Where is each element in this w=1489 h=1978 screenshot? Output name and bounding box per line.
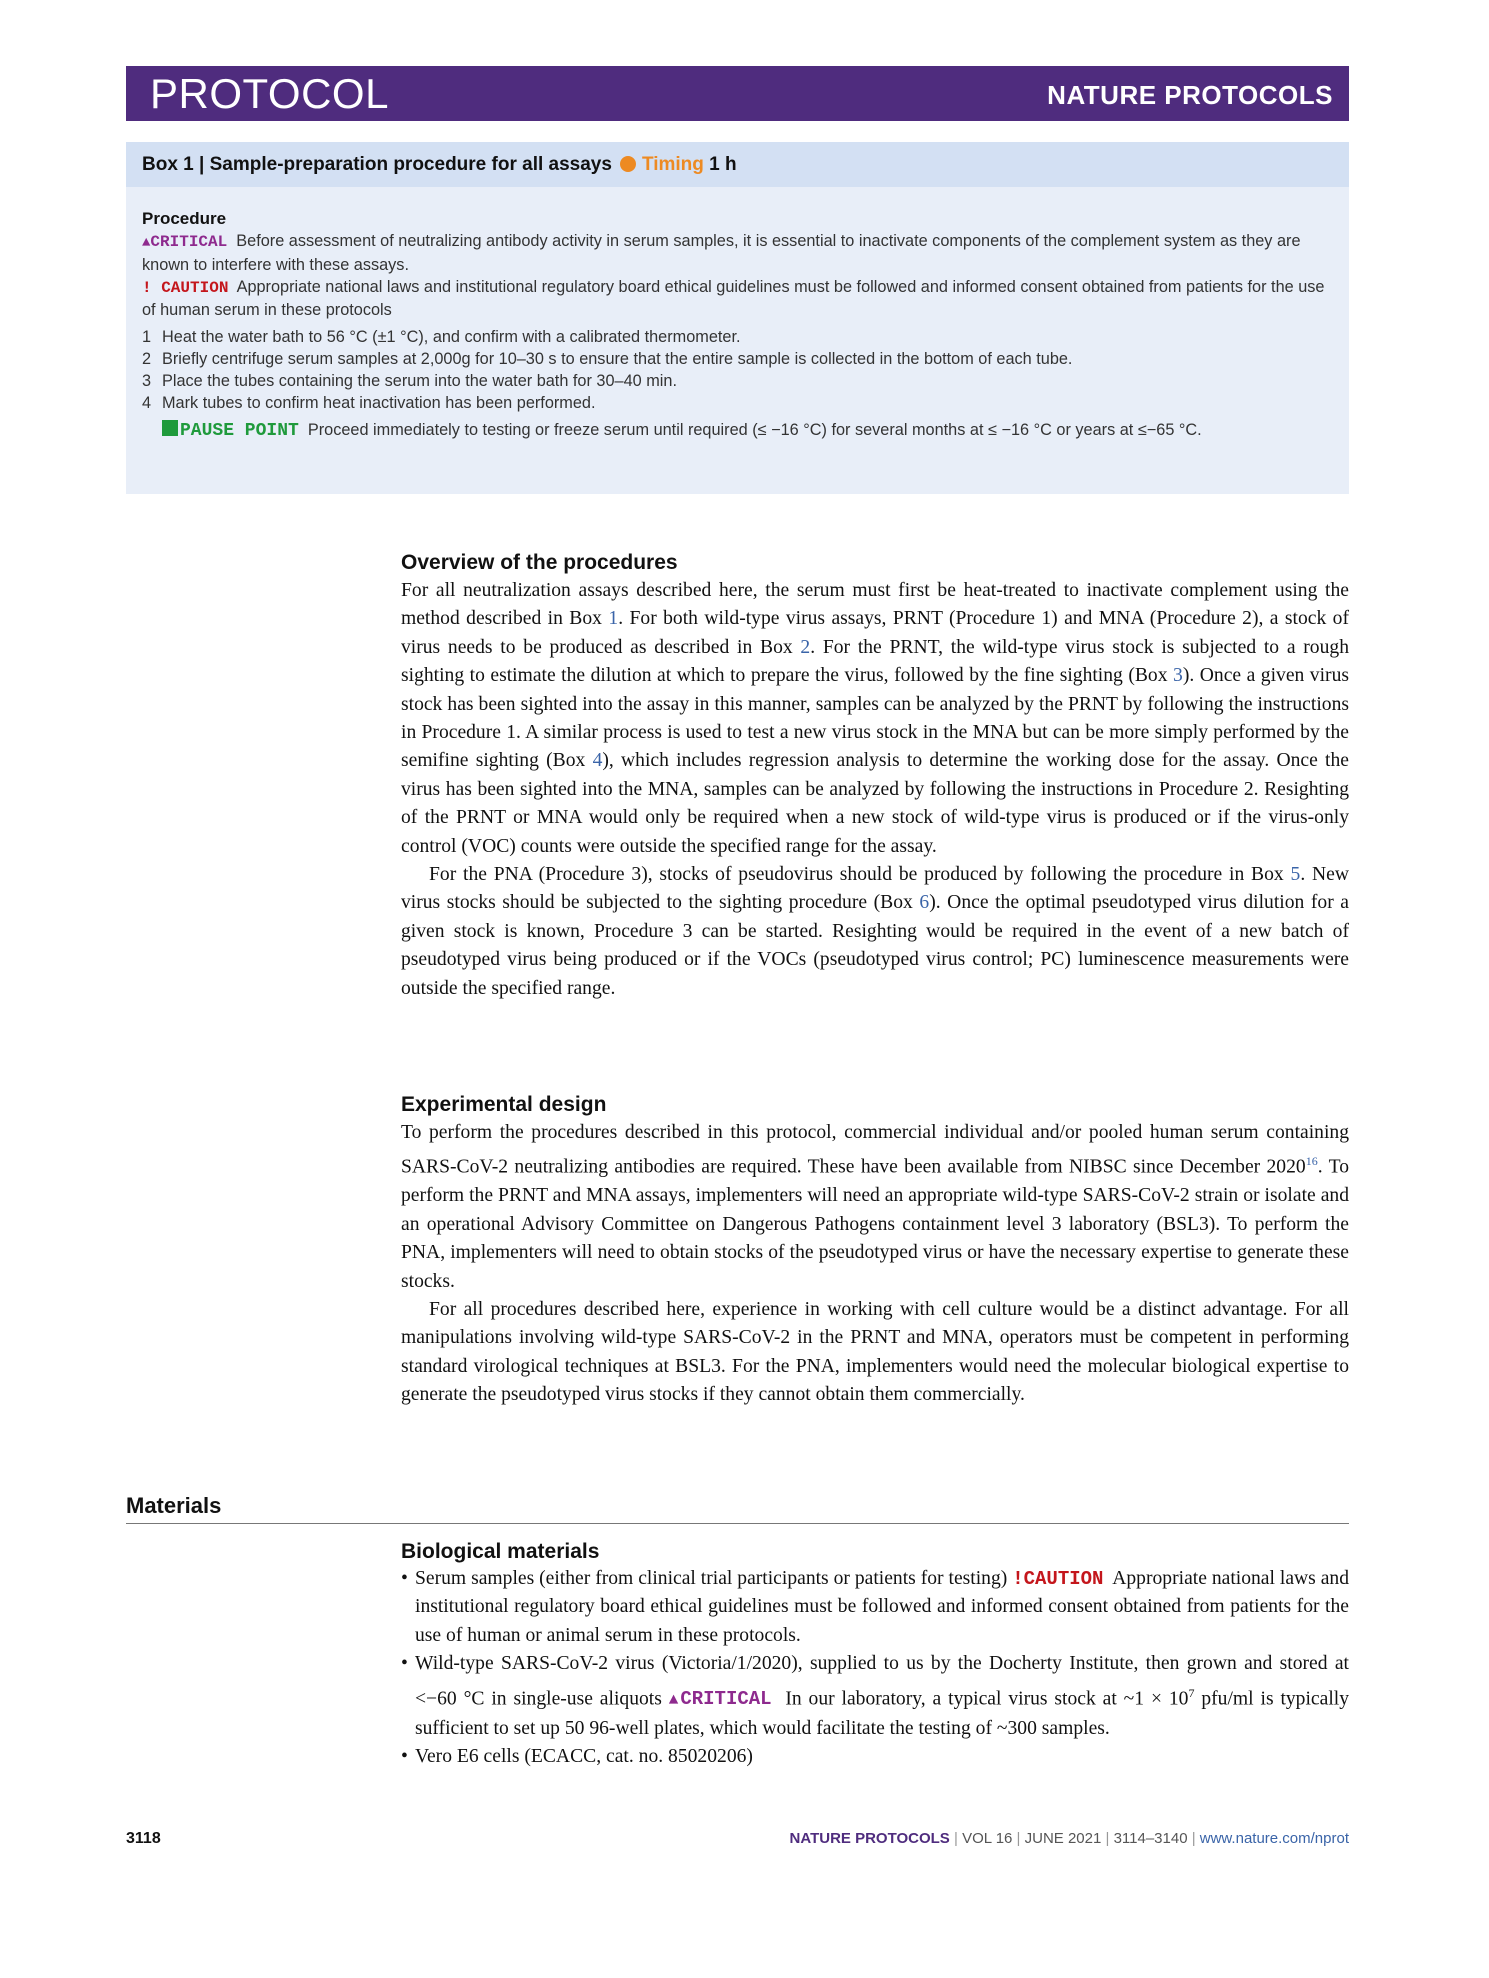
footer-journal: NATURE PROTOCOLS <box>789 1830 950 1847</box>
procedure-label: Procedure <box>142 209 227 228</box>
text-run: . For both wild-type virus assays, PRNT (Procedure 1) and MNA (Procedure 2), a stock of virus needs to be produced as described in Box <box>401 608 1349 658</box>
text-run: . For the PRNT, the wild-type virus stock is subjected to a rough sighting to estimate the dilution at which to prepare the virus, followed by the fine sighting (Box <box>401 636 1349 687</box>
box-1 <box>126 142 1349 494</box>
journal-title: NATURE PROTOCOLS <box>1047 80 1333 110</box>
procedure-step <box>142 348 1332 370</box>
exponent: 7 <box>1188 1685 1195 1700</box>
timing-value: 1 h <box>709 154 737 175</box>
footer-pages: 3114–3140 <box>1113 1830 1188 1847</box>
footer-date: JUNE 2021 <box>1024 1830 1102 1847</box>
text-run: ). Once the optimal pseudotyped virus dilution for a given stock is known, Procedure 3 can be started. Resighting would be required in the event of a new batch of pseudotyped virus being produced or if the VOCs (pseudotyped virus control; PC) luminescence measurements were outside the specified range. <box>401 892 1349 999</box>
critical-label: CRITICAL <box>680 1688 772 1711</box>
pause-text: Proceed immediately to testing or freeze serum until required (≤ −16 °C) for several months at ≤ −16 °C or years at ≤−65 °C. <box>307 421 1202 439</box>
overview-paragraph-1 <box>401 577 1349 861</box>
pause-square-icon <box>162 420 178 436</box>
procedure-step <box>142 370 1332 392</box>
critical-label: CRITICAL <box>150 233 228 251</box>
box-content <box>142 208 1332 442</box>
step-number: 2 <box>142 350 152 368</box>
caution-flag <box>142 279 228 297</box>
text-run: . New virus stocks should be subjected to the sighting procedure (Box <box>401 864 1349 914</box>
text-run: ). Once a given virus stock has been sighted into the assay in this manner, samples can be analyzed by the PRNT by following the instructions in Procedure 1. A similar process is used to test a new virus stock in the MNA but can be more simply performed by the semifine sighting (Box <box>401 665 1349 772</box>
list-item <box>401 1650 1349 1743</box>
text-run: ), which includes regression analysis to determine the working dose for the assay. Once the virus has been sighted into the MNA, samples can be analyzed by following the instructions in Procedure 2. Resighting of the PRNT or MNA would only be required when a new stock of wild-type virus is produced or if the virus-only control (VOC) counts were outside the specified range for the assay. <box>401 750 1349 857</box>
biological-materials-section <box>401 1540 1349 1771</box>
caution-exclamation-icon: ! <box>142 279 162 297</box>
page-number: 3118 <box>126 1830 161 1847</box>
text-run: For the PNA (Procedure 3), stocks of pseudovirus should be produced by following the procedure in Box <box>429 864 1291 886</box>
bullet-icon: • <box>401 1745 408 1767</box>
box-6-link[interactable]: 6 <box>919 892 930 914</box>
box-1-link[interactable]: 1 <box>608 608 619 630</box>
overview-section <box>401 551 1349 1003</box>
critical-note <box>142 230 1332 276</box>
design-paragraph-1 <box>401 1119 1349 1296</box>
biological-materials-heading: Biological materials <box>401 1540 600 1563</box>
text-run: Vero E6 cells (ECACC, cat. no. 85020206) <box>415 1745 753 1767</box>
design-section <box>401 1093 1349 1410</box>
reference-16-link[interactable]: 16 <box>1305 1154 1318 1169</box>
box-5-link[interactable]: 5 <box>1290 864 1301 886</box>
step-number: 1 <box>142 328 152 346</box>
step-text: Heat the water bath to 56 °C (±1 °C), and confirm with a calibrated thermometer. <box>162 328 741 346</box>
text-run: pfu/ml is typically sufficient to set up 50 96-well plates, which would facilitate the testing of ~300 samples. <box>415 1688 1350 1739</box>
materials-list <box>401 1565 1349 1771</box>
caution-note <box>142 276 1332 321</box>
list-item <box>401 1743 1349 1771</box>
text-run: Serum samples (either from clinical trial participants or patients for testing) <box>415 1568 1008 1589</box>
text-run: In our laboratory, a typical virus stock at ~1 × 10 <box>785 1688 1189 1710</box>
overview-paragraph-2 <box>401 861 1349 1003</box>
timing-label: Timing <box>641 154 704 175</box>
step-number: 4 <box>142 394 152 412</box>
design-heading: Experimental design <box>401 1093 607 1116</box>
caution-label: CAUTION <box>1023 1568 1104 1590</box>
page-header <box>126 66 1349 121</box>
pause-point-note <box>162 419 1332 442</box>
caution-text: Appropriate national laws and institutional regulatory board ethical guidelines must be followed and informed consent obtained from patients for the use of human serum in these protocols <box>142 278 1325 319</box>
design-paragraph-2: For all procedures described here, experience in working with cell culture would be a distinct advantage. For all manipulations involving wild-type SARS-CoV-2 in the PRNT and MNA, operators must be competent in performing standard virological techniques at BSL3. For the PNA, implementers would need the molecular biological expertise to generate the pseudotyped virus stocks if they cannot obtain them commercially. <box>401 1298 1349 1406</box>
box-title-text: Box 1 | Sample-preparation procedure for all assays <box>142 154 612 175</box>
text-run: To perform the procedures described in this protocol, commercial individual and/or pooled human serum containing SARS-CoV-2 neutralizing antibodies are required. These have been available from NIBSC since December 2020 <box>401 1122 1349 1178</box>
box-title <box>142 154 737 176</box>
timing-clock-icon <box>620 156 636 172</box>
text-run: Wild-type SARS-CoV-2 virus (Victoria/1/2020), supplied to us by the Docherty Institute, then grown and stored at <−60 °C in single-use aliquots <box>415 1653 1349 1710</box>
critical-triangle-icon: ▲ <box>668 1691 681 1710</box>
caution-flag <box>1012 1568 1103 1590</box>
text-run: Appropriate national laws and institutional regulatory board ethical guidelines must be followed and informed consent obtained from patients for the use of human or animal serum in these protocols. <box>415 1568 1350 1646</box>
section-title: PROTOCOL <box>150 70 389 117</box>
critical-flag <box>142 233 227 251</box>
pause-label: PAUSE POINT <box>180 421 299 441</box>
bullet-icon: • <box>401 1568 408 1589</box>
step-text: Place the tubes containing the serum into the water bath for 30–40 min. <box>162 372 677 390</box>
procedure-step <box>142 326 1332 348</box>
footer-citation: NATURE PROTOCOLS | VOL 16 | JUNE 2021 | 3114–3140 | www.nature.com/nprot <box>789 1830 1349 1847</box>
footer-volume: VOL 16 <box>962 1830 1013 1847</box>
bullet-icon: • <box>401 1653 408 1675</box>
box-title-bar <box>126 142 1349 187</box>
box-2-link[interactable]: 2 <box>800 636 811 658</box>
box-3-link[interactable]: 3 <box>1173 665 1183 687</box>
footer-url-link[interactable]: www.nature.com/nprot <box>1199 1830 1349 1847</box>
overview-heading: Overview of the procedures <box>401 551 678 574</box>
critical-flag <box>669 1688 772 1710</box>
list-item <box>401 1565 1349 1650</box>
step-number: 3 <box>142 372 152 390</box>
box-4-link[interactable]: 4 <box>592 750 603 772</box>
step-text: Mark tubes to confirm heat inactivation has been performed. <box>162 394 596 412</box>
materials-heading: Materials <box>126 1493 222 1518</box>
critical-triangle-icon: ▲ <box>142 235 151 251</box>
materials-heading-bar <box>126 1493 1349 1524</box>
text-run: . To perform the PRNT and MNA assays, implementers will need an appropriate wild-type SARS-CoV-2 strain or isolate and an operational Advisory Committee on Dangerous Pathogens containment level 3 laboratory (BSL3). To perform the PNA, implementers will need to obtain stocks of the pseudotyped virus or have the necessary expertise to generate these stocks. <box>401 1156 1349 1292</box>
caution-label: CAUTION <box>161 279 229 297</box>
step-text: Briefly centrifuge serum samples at 2,000g for 10–30 s to ensure that the entire sample is collected in the bottom of each tube. <box>162 350 1073 368</box>
text-run: For all neutralization assays described here, the serum must first be heat-treated to inactivate complement using the method described in Box <box>401 580 1349 630</box>
procedure-steps <box>142 326 1332 414</box>
procedure-step <box>142 392 1332 414</box>
caution-exclamation-icon: ! <box>1012 1568 1024 1590</box>
pause-flag <box>162 421 299 441</box>
critical-text: Before assessment of neutralizing antibody activity in serum samples, it is essential to inactivate components of the complement system as they are known to interfere with these assays. <box>142 232 1301 274</box>
